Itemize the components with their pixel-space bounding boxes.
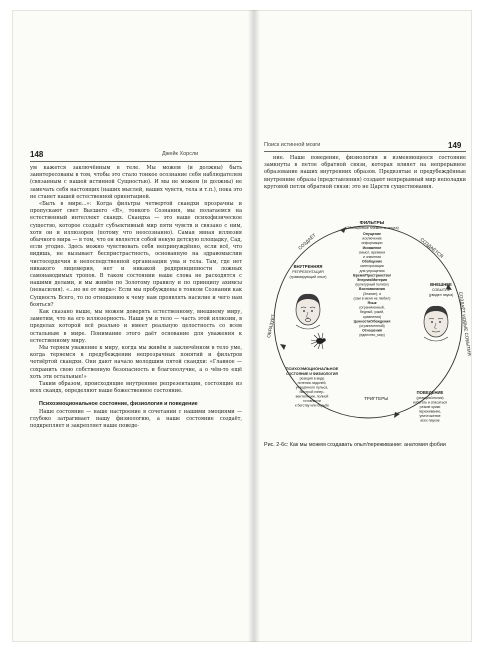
behavior-block [413, 390, 447, 423]
diagram-text-line: Время/Пространство/ [353, 273, 391, 278]
paragraph: ум кажется заключённым в теле. Мы можем (и должны) быть заинтересованы в том, чтобы это стало тонкое осознание себя наблюдателем (связанным с нашей истинной Сущностью). И мы не можем (и должны) не замечать себя настоящих (наших мыслей, наших чувств, тела и т.п.), пока это не станет нашей естественной ориентацией. [30, 165, 242, 200]
diagram-text-line: (Знание): я [363, 291, 381, 296]
diagram-text-line: уничтожение [419, 414, 441, 418]
diagram-text-line: Язык [367, 301, 377, 305]
arrow-head [280, 344, 286, 350]
diagram-text-line: (культурный полиси) [355, 282, 389, 287]
external-line: СОБЫТИЕ [431, 288, 451, 292]
diagram-text-line: Искажение [362, 245, 382, 250]
phobia-cycle-diagram [260, 210, 472, 435]
diagram-text-line: исключение [362, 236, 382, 241]
external-event-block [429, 282, 454, 297]
paragraph: Наше состояние — наше настроение в сочетании с нашими эмоциями — глубоко затрагивает нашу физиологию, а наше состояние создаёт, подкрепляет и закрепляет наше поведе- [30, 408, 242, 430]
internal-title: ВНУТРЕННЯЯ [293, 264, 323, 269]
diagram-text-line: бедный, узкий, [360, 310, 384, 315]
external-title: ВНЕШНЕЕ [430, 282, 452, 287]
diagram-text-line: реакция в виде [299, 376, 325, 381]
diagram-text-line: избегать и спасаться [412, 400, 448, 405]
right-page [260, 10, 472, 642]
filters-subtitle: (Обобщённые элементы опыта) [345, 226, 399, 230]
paragraph: Как сказано выше, мы можем доверять естественному, внешнему миру, заметим, что на его иллюзорность. Наши ум и тело — часть этой иллюзии, в пределах которой всё реально и имеет реальную целостность со всем остальным в мире. Понимание этого даёт основание для уважения к естественному миру. [30, 309, 242, 344]
book-gutter [248, 10, 260, 642]
man-face-icon [296, 294, 320, 329]
paragraph: Таким образом, происходящие внутренние репрезентации, состоящие из всех скандх, определяют наше божественное состояние. [30, 381, 242, 395]
diagram-text-line: (единство_мир) [359, 333, 385, 338]
diagram-text-line: категоризации [360, 264, 384, 269]
internal-line: (травмирующий опыт) [289, 275, 327, 279]
filters-block [345, 220, 398, 337]
arc-label: СОЗДАЁТ [297, 232, 317, 251]
diagram-text-line: Ценности/Убеждения [353, 319, 391, 324]
left-page [12, 10, 248, 642]
diagram-text-line: (ограниченный, [359, 305, 385, 310]
external-line: (увидел паука) [428, 293, 454, 297]
arc-label: СОЗДАЁТ НОВЫЕ СОБЫТИЯ [458, 291, 472, 357]
arc-label: СОЗДАЁТСЯ [419, 236, 445, 259]
diagram-text-line: Обобщение [361, 259, 383, 264]
section-heading: Психоэмоциональное состояние, физиология и поведение [39, 400, 198, 407]
header-rule [30, 161, 242, 162]
diagram-text-line: всех пауков [420, 418, 440, 423]
filters-title: ФИЛЬТРЫ [359, 221, 385, 226]
diagram-text-line: Отношения [362, 328, 382, 333]
diagram-text-line: учащённого пульса, [295, 385, 329, 390]
page-number: 149 [448, 141, 462, 150]
diagram-text-line: сравнения) [362, 314, 382, 319]
diagram-text-line: готовности [303, 399, 321, 403]
state-physiology-block [286, 366, 339, 408]
paragraph: «Быть в мире...»: Когда фильтры четвертой скандхи прозрачны и пропускают свет Высшего «Я», тонкого Сознания, мы полагаемся на естественный интеллект скандх. Скандха — это наше психофизическое существо, которое создаёт субъективный мир пяти чувств и связано с ним, хотя он и иллюзорен (потому что неосознанно). Самая явная иллюзия обычного мира — в том, что он является собой некую детскую площадку, Сад, если угодно. Здесь можно чувствовать себя непринуждённо, если всё, что видишь, не вызывает беспристрастность, основанную на здравомыслии чистосердечия и непоспедственной организации ума и тела. Там, где нет никакого лицемерия, нет и никакой редпринципности ложных самонаводимых тропов. В таком состоянии наше слова не расходятся с нашими делами, и мы живём по Золотому правилу и по принципу ахимсы (ненасилия). «...но не от мира»: Если мы пробуждены в тонком Сознании как Сущность Всего, то по отношению к чему нам проявлять насилие и чего нам бояться? [30, 201, 242, 308]
arc-label: ТРИГГЕРЫ [364, 396, 389, 401]
book-spread [12, 10, 472, 642]
paragraph: Мы теряем уважение к миру, когда мы живём в заключённом в тело уме, когда теряемся в предубеждении непрозрачных понятий и фильтров четвёртой скандхи. Они дают начало молодшим пятой скандхи: «Главное — сохранить свою собственную безопасность и благополучие, а о чём-то ещё хоть эти остальные!» [30, 345, 242, 380]
diagram-text-line: Энергия/Материя [356, 278, 388, 282]
figure-caption: Рис. 2-6с: Как мы можем создавать опыт/переживание: анатомия фобии [264, 442, 446, 448]
diagram-text-line: и значения [363, 255, 381, 259]
header-rule [264, 151, 466, 152]
diagram-text-line: информации [361, 241, 383, 246]
spider-icon [311, 333, 326, 349]
running-head: Джейк Хорсли [162, 151, 199, 157]
arc-label: ОБРАЗУЕТ [266, 313, 276, 339]
diagram-text-line: потения ладоней, [297, 381, 327, 385]
diagram-text-line: Воспоминания [359, 287, 385, 292]
behavior-title: ПОВЕДЕНИЕ [416, 390, 444, 395]
diagram-text-line: СОСТОЯНИЕ И ФИЗИОЛОГИЯ [286, 372, 338, 376]
diagram-text-line: Опущение [363, 232, 381, 236]
state-title: ПСИХОЭМОЦИОНАЛЬНОЕ [285, 366, 339, 371]
man-face-icon [424, 306, 448, 341]
left-body-text [30, 165, 242, 615]
diagram-text-line: вентиляции, полной [295, 394, 329, 399]
running-head: Поиск истинной мозги [264, 142, 321, 148]
diagram-text-line: (реакция/отклик) [416, 396, 444, 400]
diagram-text-line: резкие крики [419, 405, 441, 409]
internal-line: РЕПРЕЗЕНТАЦИЯ [292, 270, 324, 274]
diagram-text-line: переживание, [418, 409, 442, 414]
right-body-text [264, 155, 466, 207]
diagram-text-line: быстрой гипер- [299, 390, 325, 394]
paragraph: ние. Наше поведение, физиология и изменяющееся состояние замкнуты в петле обратной связи, которая влияет на непрерывное образование наших внутренних образов. Предвзятые и предубеждённые внутренние образы (представления) создают непрерывный мир неполадки круговой петли обратной связи: это не Царств существования. [264, 155, 466, 190]
diagram-text-line: к бегству или борьбе [294, 403, 330, 408]
diagram-text-line: смысл, времени [358, 250, 386, 255]
internal-representation-block [290, 264, 327, 279]
diagram-text-line: (сам в меня не любил) [353, 296, 391, 301]
page-number: 148 [30, 150, 44, 159]
diagram-text-line: (ограниченный) [359, 324, 385, 328]
diagram-text-line: для упрощения [359, 268, 385, 273]
